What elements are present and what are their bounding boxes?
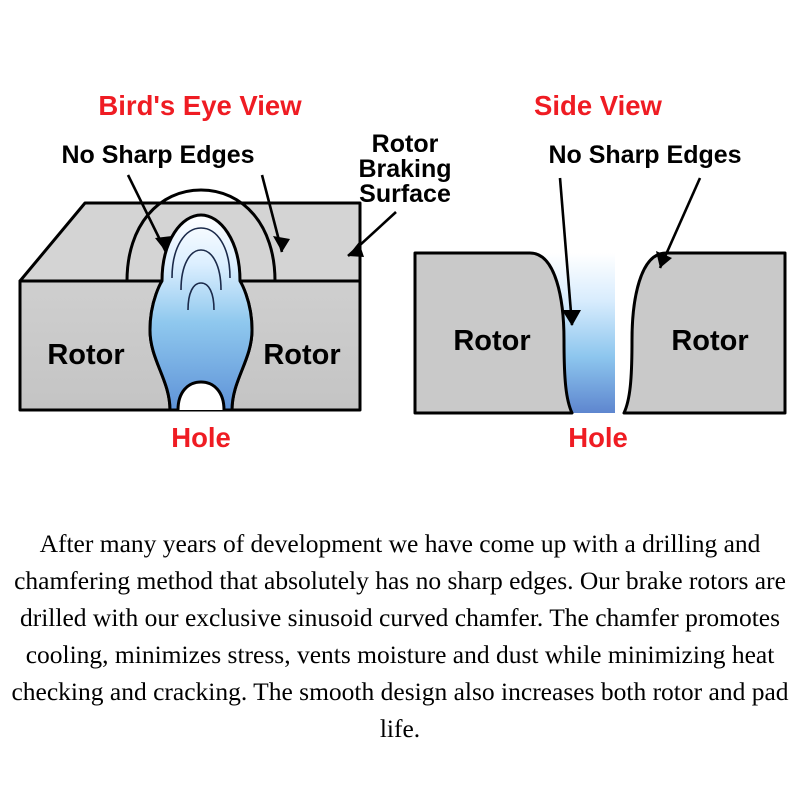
left-rotor-label-right: Rotor	[263, 339, 341, 371]
left-no-sharp-edges-label: No Sharp Edges	[61, 141, 255, 169]
left-hole-label: Hole	[171, 422, 231, 453]
rotor-braking-surface-label-line1: Rotor	[371, 130, 439, 158]
left-rotor-label-left: Rotor	[47, 339, 125, 371]
left-panel-title: Bird's Eye View	[98, 90, 302, 121]
caption-text: After many years of development we have come up with a drilling and chamfering method that absolutely has no sharp edges. Our brake rotors are drilled with our exclusive sinusoid curved chamfer. The chamfer promotes cooling, minimizes stress, vents moisture and dust while minimizing heat checking and cracking. The smooth design also increases both rotor and pad life.	[11, 529, 789, 743]
right-no-sharp-edges-label: No Sharp Edges	[548, 141, 742, 169]
right-panel-group	[415, 90, 785, 453]
right-panel-title: Side View	[534, 90, 662, 121]
right-hole-label: Hole	[568, 422, 628, 453]
rotor-braking-surface-label-line3: Surface	[359, 180, 451, 208]
side-rotor-label-left: Rotor	[453, 325, 531, 357]
left-panel-group	[20, 90, 452, 453]
rotor-braking-surface-label-line2: Braking	[358, 155, 452, 183]
side-rotor-label-right: Rotor	[671, 325, 749, 357]
